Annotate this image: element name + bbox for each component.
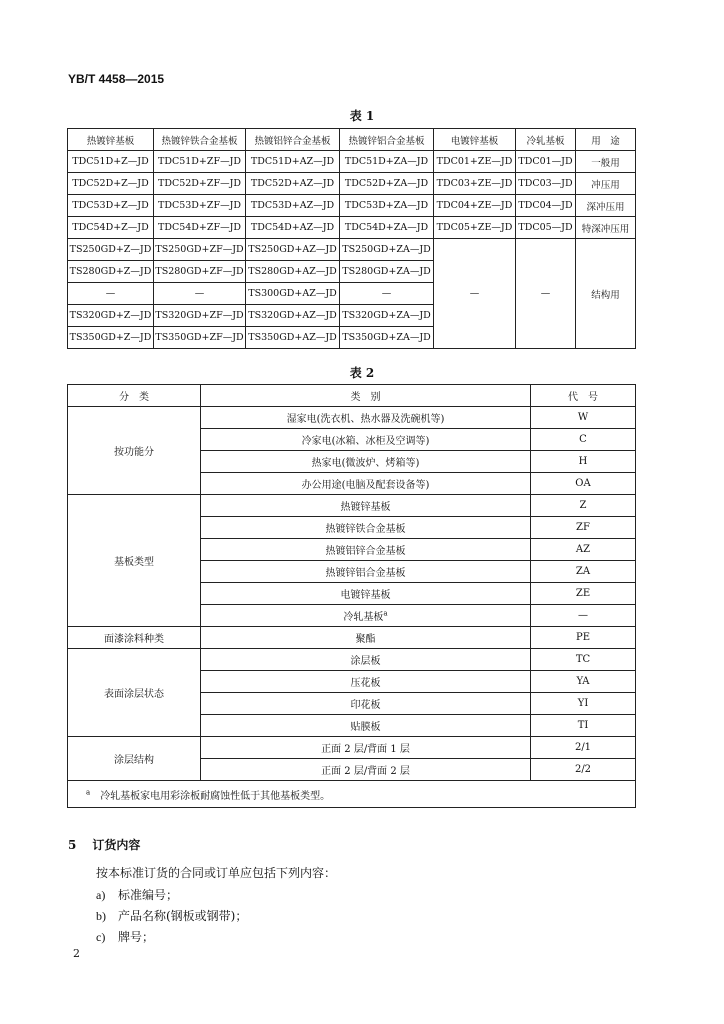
table1-merged-cell-cold: — [516,239,576,349]
table-row [68,195,636,217]
list-item-text: 产品名称(钢板或钢带)； [118,909,248,923]
table1-cell: TDC53D+AZ—JD [246,195,340,217]
table2-category-cell: 印花板 [201,693,531,715]
table2-category-cell-with-note [201,605,531,627]
table1-cell: TS250GD+AZ—JD [246,239,340,261]
table2-category-cell: 热镀锌基板 [201,495,531,517]
table2-category-cell: 压花板 [201,671,531,693]
table1-cell: TDC51D+Z—JD [68,151,154,173]
table2-code-cell: 2/2 [531,759,636,781]
table2-category-cell: 热镀铝锌合金基板 [201,539,531,561]
table1-cell: TDC51D+ZF—JD [154,151,246,173]
table1-cell: TDC03+ZE—JD [434,173,516,195]
table1-cell: TDC51D+ZA—JD [340,151,434,173]
table1-cell: TDC51D+AZ—JD [246,151,340,173]
table1-cell: TDC54D+Z—JD [68,217,154,239]
table2-code-cell: C [531,429,636,451]
table2-code-cell: H [531,451,636,473]
table1-cell: TDC54D+AZ—JD [246,217,340,239]
table2-header-row [68,385,636,407]
table2-code-cell: AZ [531,539,636,561]
table1-header-cell: 热镀锌基板 [68,129,154,151]
page-number: 2 [73,947,80,960]
table1-cell: TS280GD+ZA—JD [340,261,434,283]
table1-cell: TS320GD+Z—JD [68,305,154,327]
section-heading [68,836,140,853]
table2-footnote [68,781,636,808]
table1-cell: TS350GD+AZ—JD [246,327,340,349]
table1-cell: TDC52D+Z—JD [68,173,154,195]
table2-category-cell: 贴膜板 [201,715,531,737]
table2-code-cell: PE [531,627,636,649]
list-item [96,886,178,903]
table1-cell: TS350GD+Z—JD [68,327,154,349]
table1-cell: TDC01+ZE—JD [434,151,516,173]
table-row [68,495,636,517]
table1-caption: 表 1 [349,109,375,123]
table2-category-cell: 聚酯 [201,627,531,649]
table1-cell: — [68,283,154,305]
table-row [68,649,636,671]
section-title: 订货内容 [92,838,141,852]
table1-cell: TDC53D+Z—JD [68,195,154,217]
table2-code-cell: YA [531,671,636,693]
table2-code-cell: OA [531,473,636,495]
table1-cell: TS250GD+Z—JD [68,239,154,261]
list-item [96,907,247,924]
table1-cell: TS350GD+ZF—JD [154,327,246,349]
table1-cell: — [154,283,246,305]
list-item-label: c) [96,930,106,944]
table2-code-cell: TC [531,649,636,671]
table2-caption: 表 2 [349,366,375,380]
table-row [68,239,636,261]
table1-cell: TDC53D+ZA—JD [340,195,434,217]
table1-cell: TS320GD+ZA—JD [340,305,434,327]
table-row [68,151,636,173]
footnote-marker: a [383,609,388,618]
table2-header-cell: 分 类 [68,385,201,407]
table1-cell: TDC54D+ZA—JD [340,217,434,239]
table2 [67,384,636,808]
table2-note-row [68,781,636,808]
table1-cell: TDC52D+ZA—JD [340,173,434,195]
footnote-mark: a [86,788,91,797]
table1-cell: TS280GD+ZF—JD [154,261,246,283]
table2-category-cell: 热镀锌铁合金基板 [201,517,531,539]
table1-header-cell: 冷轧基板 [516,129,576,151]
table1-cell: TDC54D+ZF—JD [154,217,246,239]
table2-group-cell: 按功能分 [68,407,201,495]
table1-merged-cell-use: 结构用 [576,239,636,349]
table1-cell: TS250GD+ZA—JD [340,239,434,261]
table-row [68,737,636,759]
table1-cell: TS320GD+ZF—JD [154,305,246,327]
table1-cell: TS300GD+AZ—JD [246,283,340,305]
table1-cell: — [340,283,434,305]
list-item-text: 标准编号； [118,888,179,902]
table2-header-cell: 类 别 [201,385,531,407]
table1-cell: 一般用 [576,151,636,173]
table2-code-cell: 2/1 [531,737,636,759]
table1-cell: TDC05+ZE—JD [434,217,516,239]
table1-merged-cell-electro: — [434,239,516,349]
table2-group-cell: 表面涂层状态 [68,649,201,737]
table1-header-cell: 热镀锌铝合金基板 [340,129,434,151]
table2-code-cell: — [531,605,636,627]
table1-cell: TS280GD+Z—JD [68,261,154,283]
table-row [68,217,636,239]
table1-cell: TS320GD+AZ—JD [246,305,340,327]
table2-group-cell: 涂层结构 [68,737,201,781]
table-row [68,407,636,429]
standard-code-header: YB/T 4458—2015 [68,72,165,86]
table2-code-cell: YI [531,693,636,715]
table2-group-cell: 面漆涂料种类 [68,627,201,649]
table1-header-row [68,129,636,151]
table1-cell: TDC03—JD [516,173,576,195]
footnote-text: 冷轧基板家电用彩涂板耐腐蚀性低于其他基板类型。 [100,790,331,802]
table2-category-cell: 热家电(微波炉、烤箱等) [201,451,531,473]
table1-header-cell: 电镀锌基板 [434,129,516,151]
list-item [96,928,154,945]
table2-header-cell: 代 号 [531,385,636,407]
section-intro: 按本标准订货的合同或订单应包括下列内容： [96,866,337,880]
table2-category-cell: 正面 2 层/背面 2 层 [201,759,531,781]
table1-cell: TDC01—JD [516,151,576,173]
table2-code-cell: Z [531,495,636,517]
table-row [68,627,636,649]
table1-cell: TS350GD+ZA—JD [340,327,434,349]
table1-cell: TDC04—JD [516,195,576,217]
list-item-label: a) [96,888,106,902]
list-item-text: 牌号； [118,930,155,944]
table2-category-cell: 湿家电(洗衣机、热水器及洗碗机等) [201,407,531,429]
table2-code-cell: ZE [531,583,636,605]
table1-cell: 特深冲压用 [576,217,636,239]
table1-header-cell: 热镀锌铁合金基板 [154,129,246,151]
table2-category-cell: 涂层板 [201,649,531,671]
table2-category-cell: 冷家电(冰箱、冰柜及空调等) [201,429,531,451]
table2-code-cell: TI [531,715,636,737]
table2-code-cell: ZA [531,561,636,583]
list-item-label: b) [96,909,106,923]
table2-category-cell: 热镀锌铝合金基板 [201,561,531,583]
table1-cell: 冲压用 [576,173,636,195]
table2-code-cell: W [531,407,636,429]
table1-cell: 深冲压用 [576,195,636,217]
table1-cell: TDC52D+ZF—JD [154,173,246,195]
table-row [68,173,636,195]
table1-cell: TS250GD+ZF—JD [154,239,246,261]
table2-category-cell: 办公用途(电脑及配套设备等) [201,473,531,495]
table1 [67,128,636,349]
table1-header-cell: 热镀铝锌合金基板 [246,129,340,151]
table2-group-cell: 基板类型 [68,495,201,627]
table1-cell: TS280GD+AZ—JD [246,261,340,283]
table2-category-cell: 电镀锌基板 [201,583,531,605]
table1-cell: TDC04+ZE—JD [434,195,516,217]
table1-header-cell: 用 途 [576,129,636,151]
table2-category-text: 冷轧基板 [343,612,384,623]
table1-cell: TDC53D+ZF—JD [154,195,246,217]
section-number: 5 [68,838,77,852]
table1-cell: TDC05—JD [516,217,576,239]
table2-category-cell: 正面 2 层/背面 1 层 [201,737,531,759]
table1-cell: TDC52D+AZ—JD [246,173,340,195]
table2-code-cell: ZF [531,517,636,539]
